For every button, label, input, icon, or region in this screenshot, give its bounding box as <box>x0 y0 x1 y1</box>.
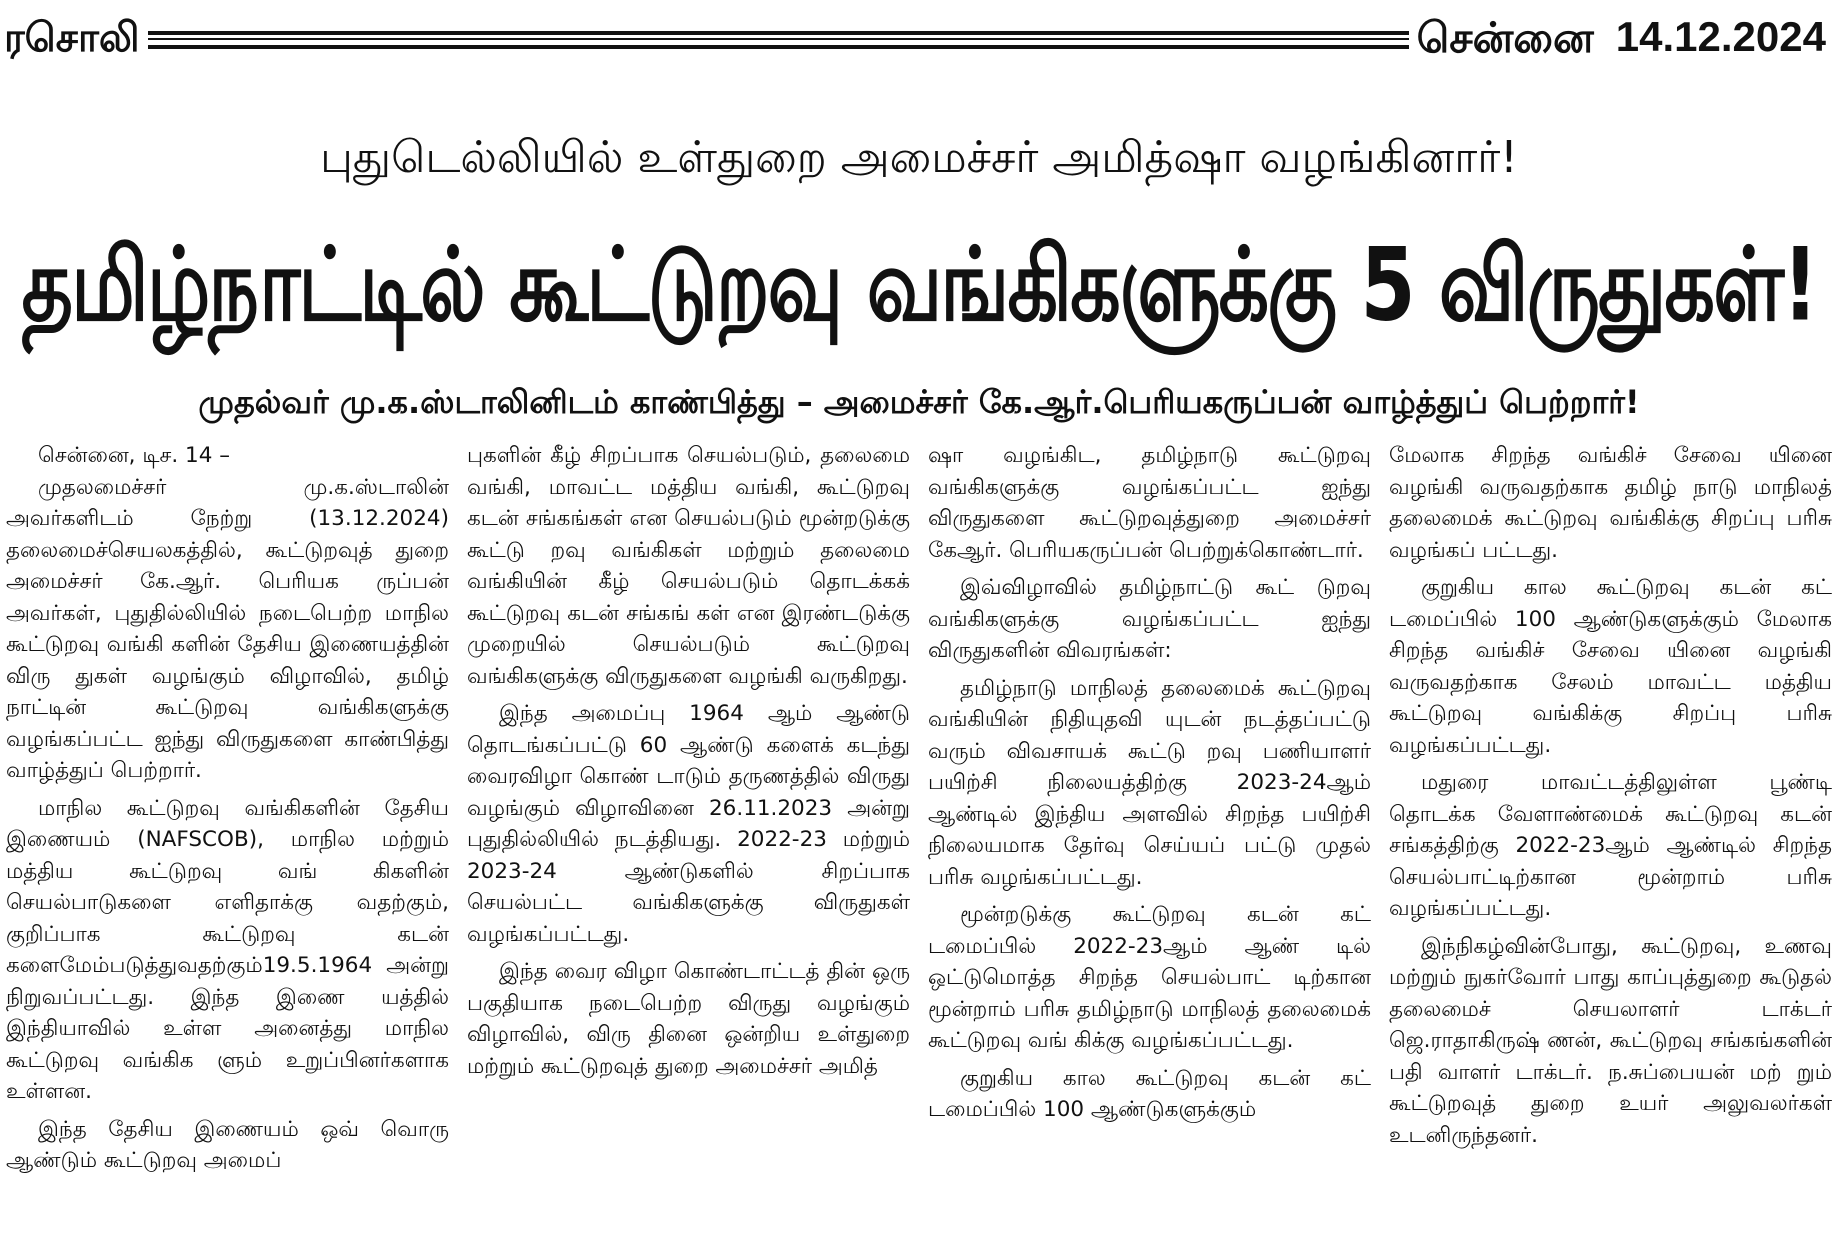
article-dateline: சென்னை, டிச. 14 – <box>38 443 230 468</box>
body-paragraph: மாநில கூட்டுறவு வங்கிகளின் தேசிய இணையம் (NAFSCOB), மாநில மற்றும் மத்திய கூட்டுறவு வங் கிகளின் செயல்பாடுகளை எளிதாக்கு வதற்கும், குறிப்பாக கூட்டுறவு கடன் களைமேம்படுத்துவதற்கும்19.5.1964 அன்று நிறுவப்பட்டது. இந்த இணை யத்தில் இந்தியாவில் உள்ள அனைத்து மாநில கூட்டுறவு வங்கிக ளும் உறுப்பினர்களாக உள்ளன. <box>6 795 449 1104</box>
masthead-rule <box>148 31 1409 49</box>
body-paragraph: குறுகிய கால கூட்டுறவு கடன் கட் டமைப்பில் 100 ஆண்டுகளுக்கும் <box>928 1065 1371 1122</box>
body-paragraph: இந்த அமைப்பு 1964 ஆம் ஆண்டு தொடங்கப்பட்டு 60 ஆண்டு களைக் கடந்து வைரவிழா கொண் டாடும் தருணத்தில் விருது வழங்கும் விழாவினை 26.11.2023 அன்று புதுதில்லியில் நடத்தியது. 2022-23 மற்றும் 2023-24 ஆண்டுகளில் சிறப்பாக செயல்பட்ட வங்கிகளுக்கு விருதுகள் வழங்கப்பட்டது. <box>467 701 910 947</box>
body-paragraph: தமிழ்நாடு மாநிலத் தலைமைக் கூட்டுறவு வங்கியின் நிதியுதவி யுடன் நடத்தப்பட்டு வரும் விவசாயக் கூட்டு றவு பணியாளர் பயிற்சி நிலையத்திற்கு 2023-24ஆம் ஆண்டில் இந்திய அளவில் சிறந்த பயிற்சி நிலையமாக தேர்வு செய்யப் பட்டு முதல் பரிசு வழங்கப்பட்டது. <box>928 675 1371 890</box>
body-paragraph: மதுரை மாவட்டத்திலுள்ள பூண்டி தொடக்க வேளாண்மைக் கூட்டுறவு கடன் சங்கத்திற்கு 2022-23ஆம் ஆண்டில் சிறந்த செயல்பாட்டிற்கான மூன்றாம் பரிசு வழங்கப்பட்டது. <box>1389 770 1832 921</box>
article-column-1 <box>6 440 449 1230</box>
body-paragraph: இந்த தேசிய இணையம் ஒவ் வொரு ஆண்டும் கூட்டுறவு அமைப் <box>6 1116 449 1173</box>
article-body <box>6 440 1832 1230</box>
masthead-date: 14.12.2024 <box>1615 12 1826 60</box>
body-paragraph: ஷா வழங்கிட, தமிழ்நாடு கூட்டுறவு வங்கிகளுக்கு வழங்கப்பட்ட ஐந்து விருதுகளை கூட்டுறவுத்துறை அமைச்சர் கேஆர். பெரியகருப்பன் பெற்றுக்கொண்டார். <box>928 443 1371 563</box>
masthead <box>0 10 1838 70</box>
article-column-4 <box>1389 440 1832 1230</box>
article-headline: தமிழ்நாட்டில் கூட்டுறவு வங்கிகளுக்கு 5 விருதுகள்! <box>21 226 1817 344</box>
masthead-dateline <box>1417 13 1838 68</box>
body-paragraph: குறுகிய கால கூட்டுறவு கடன் கட் டமைப்பில் 100 ஆண்டுகளுக்கும் மேலாக சிறந்த வங்கிச் சேவை யினை வழங்கி வருவதற்காக சேலம் மாவட்ட மத்திய கூட்டுறவு வங்கிக்கு சிறப்பு பரிசு வழங்கப்பட்டது. <box>1389 575 1832 758</box>
paper-name: ரசொலி <box>4 14 140 61</box>
body-paragraph: இந்த வைர விழா கொண்டாட்டத் தின் ஒரு பகுதியாக நடைபெற்ற விருது வழங்கும் விழாவில், விரு தினை ஒன்றிய உள்துறை மற்றும் கூட்டுறவுத் துறை அமைச்சர் அமித் <box>467 959 910 1079</box>
article-column-2 <box>467 440 910 1230</box>
body-paragraph: மேலாக சிறந்த வங்கிச் சேவை யினை வழங்கி வருவதற்காக தமிழ் நாடு மாநிலத் தலைமைக் கூட்டுறவு வங்கிக்கு சிறப்பு பரிசு வழங்கப் பட்டது. <box>1389 443 1832 563</box>
masthead-city: சென்னை <box>1416 12 1594 62</box>
body-paragraph: இந்நிகழ்வின்போது, கூட்டுறவு, உணவு மற்றும் நுகர்வோர் பாது காப்புத்துறை கூடுதல் தலைமைச் செயலாளர் டாக்டர் ஜெ.ராதாகிருஷ் ணன், கூட்டுறவு சங்கங்களின் பதி வாளர் டாக்டர். ந.சுப்பையன் மற் றும் கூட்டுறவுத் துறை உயர் அலுவலர்கள் உடனிருந்தனர். <box>1389 933 1832 1148</box>
body-paragraph: புகளின் கீழ் சிறப்பாக செயல்படும், தலைமை வங்கி, மாவட்ட மத்திய வங்கி, கூட்டுறவு கடன் சங்கங்கள் என செயல்படும் மூன்றடுக்கு கூட்டு றவு வங்கிகள் மற்றும் தலைமை வங்கியின் கீழ் செயல்படும் தொடக்கக் கூட்டுறவு கடன் சங்கங் கள் என இரண்டடுக்கு முறையில் செயல்படும் கூட்டுறவு வங்கிகளுக்கு விருதுகளை வழங்கி வருகிறது. <box>467 443 910 689</box>
body-paragraph: மூன்றடுக்கு கூட்டுறவு கடன் கட் டமைப்பில் 2022-23ஆம் ஆண் டில் ஒட்டுமொத்த சிறந்த செயல்பாட் டிற்கான மூன்றாம் பரிசு தமிழ்நாடு மாநிலத் தலைமைக் கூட்டுறவு வங் கிக்கு வழங்கப்பட்டது. <box>928 902 1371 1053</box>
article-subheadline: முதல்வர் மு.க.ஸ்டாலினிடம் காண்பித்து – அமைச்சர் கே.ஆர்.பெரியகருப்பன் வாழ்த்துப் பெற்றார்! <box>198 383 1640 421</box>
article-column-3 <box>928 440 1371 1230</box>
body-paragraph: இவ்விழாவில் தமிழ்நாட்டு கூட் டுறவு வங்கிகளுக்கு வழங்கப்பட்ட ஐந்து விருதுகளின் விவரங்கள்: <box>928 575 1371 663</box>
body-paragraph: முதலமைச்சர் மு.க.ஸ்டாலின் அவர்களிடம் நேற்று (13.12.2024) தலைமைச்செயலகத்தில், கூட்டுறவுத் துறை அமைச்சர் கே.ஆர். பெரியக ருப்பன் அவர்கள், புதுதில்லியில் நடைபெற்ற மாநில கூட்டுறவு வங்கி களின் தேசிய இணையத்தின் விரு துகள் வழங்கும் விழாவில், தமிழ் நாட்டின் கூட்டுறவு வங்கிகளுக்கு வழங்கப்பட்ட ஐந்து விருதுகளை காண்பித்து வாழ்த்துப் பெற்றார். <box>6 474 449 783</box>
article-kicker: புதுடெல்லியில் உள்துறை அமைச்சர் அமித்ஷா வழங்கினார்! <box>320 132 1518 183</box>
